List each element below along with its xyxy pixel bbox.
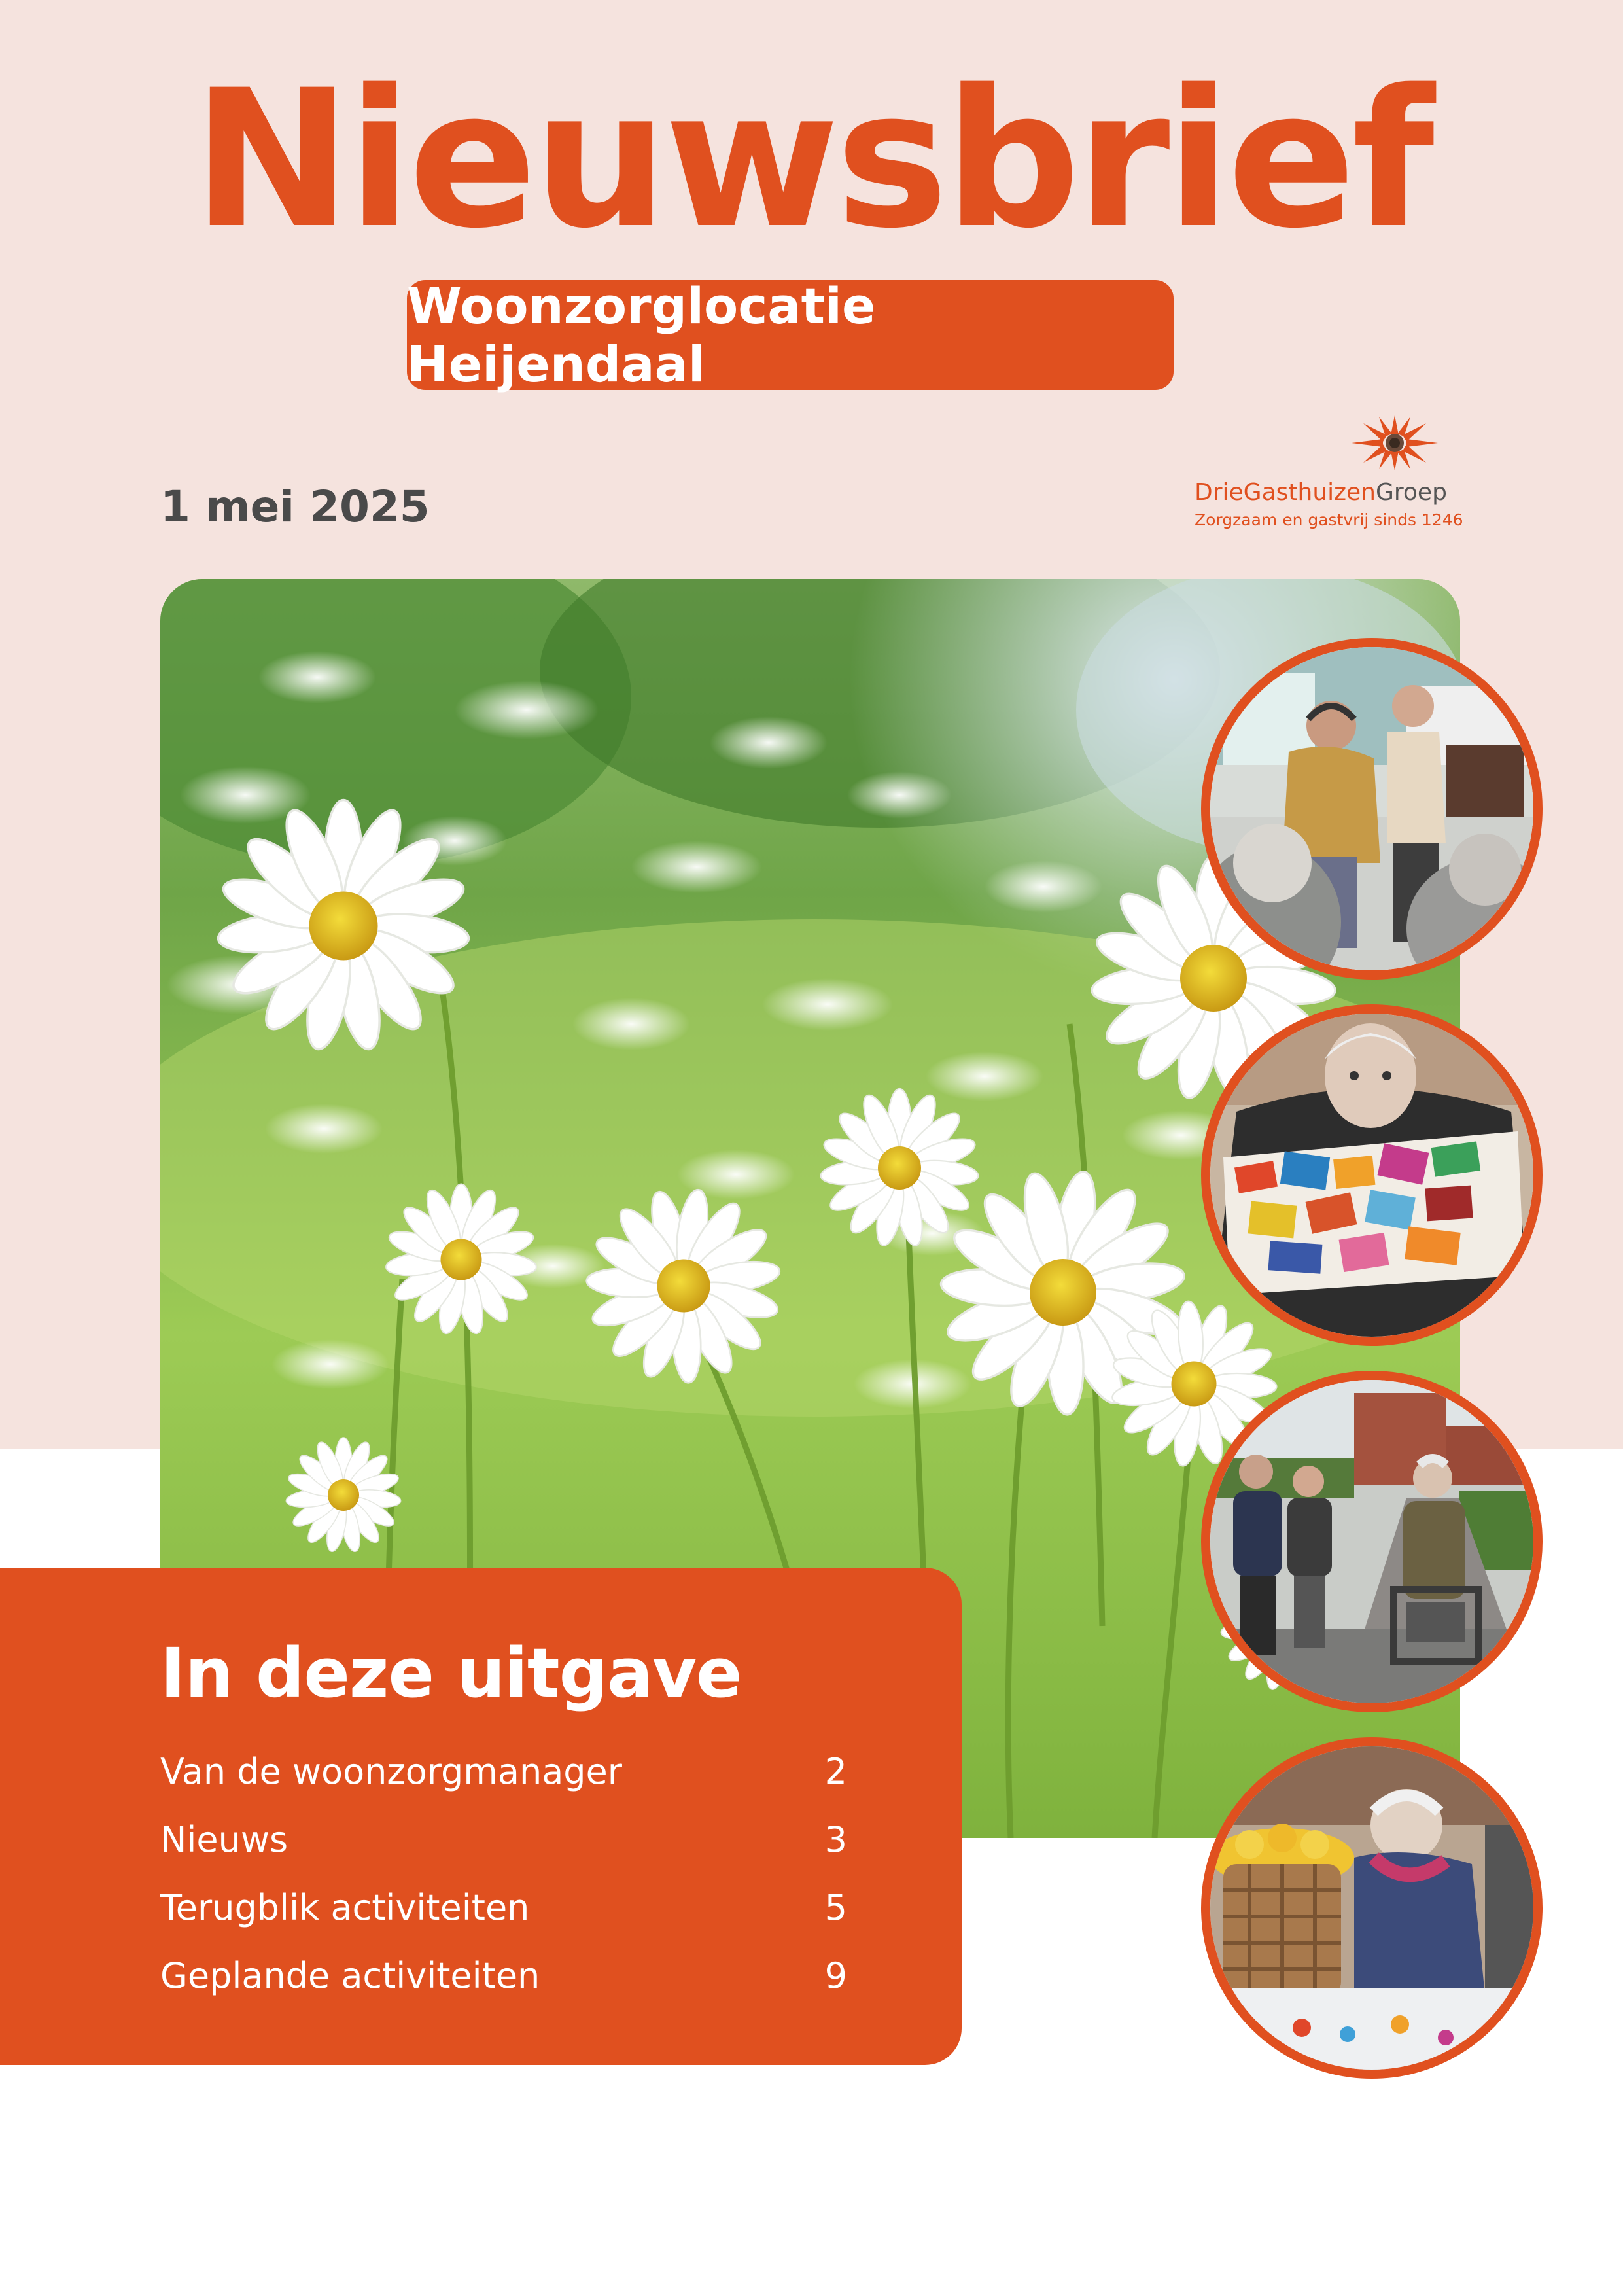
toc-item-page: 3	[824, 1819, 847, 1860]
issue-date: 1 mei 2025	[160, 482, 430, 532]
logo-tagline: Zorgzaam en gastvrij sinds 1246	[1195, 510, 1463, 529]
activity-photo-artwork	[1201, 1004, 1543, 1346]
toc-item-label: Terugblik activiteiten	[160, 1887, 530, 1928]
activity-photo-crafting	[1201, 1737, 1543, 2079]
toc-item-page: 9	[824, 1955, 847, 1996]
activity-photo-silent-disco	[1201, 638, 1543, 980]
toc-heading: In deze uitgave	[160, 1633, 742, 1713]
table-of-contents	[0, 1568, 962, 2065]
toc-item-page: 5	[824, 1887, 847, 1928]
toc-item-label: Nieuws	[160, 1819, 288, 1860]
organization-logo	[1192, 414, 1467, 544]
toc-item	[160, 1751, 847, 1803]
location-badge	[407, 277, 1174, 393]
logo-wordmark	[1195, 479, 1447, 506]
toc-item-label: Van de woonzorgmanager	[160, 1751, 622, 1792]
location-name: Woonzorglocatie Heijendaal	[407, 277, 876, 393]
newsletter-title: Nieuwsbrief	[192, 50, 1431, 270]
toc-item-label: Geplande activiteiten	[160, 1955, 540, 1996]
toc-item	[160, 1887, 847, 1939]
logo-name-part1: DrieGasthuizen	[1195, 479, 1376, 506]
toc-item	[160, 1819, 847, 1871]
logo-name-part2: Groep	[1376, 479, 1447, 506]
toc-item	[160, 1955, 847, 2007]
toc-item-page: 2	[824, 1751, 847, 1792]
sunflower-logo-icon	[1349, 414, 1440, 472]
activity-photo-walk	[1201, 1371, 1543, 1712]
